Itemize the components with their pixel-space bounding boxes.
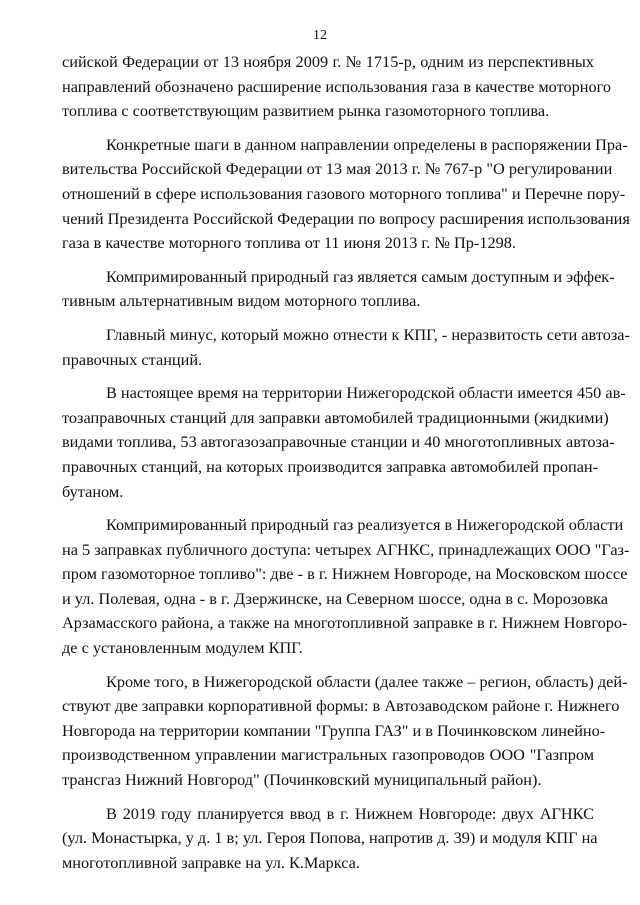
paragraph — [62, 670, 628, 793]
text-line: Главный минус, который можно отнести к КПГ, - неразвитость сети автоза- — [106, 324, 630, 344]
text-line: видами топлива, 53 автогазозаправочные станции и 40 многотопливных автоза- — [62, 432, 615, 452]
text-line: тивным альтернативным видом моторного топлива. — [62, 291, 421, 311]
paragraph — [62, 323, 630, 372]
text-line: Компримированный природный газ реализуется в Нижегородской области — [106, 515, 624, 535]
text-line: ствуют две заправки корпоративной формы: в Автозаводском районе г. Нижнего — [62, 696, 620, 716]
text-line: правочных станций. — [62, 349, 203, 369]
document-body — [62, 50, 630, 884]
paragraph — [62, 381, 626, 504]
text-line: отношений в сфере использования газового моторного топлива" и Перечне пору- — [62, 183, 626, 203]
text-line: на 5 заправках публичного доступа: четырех АГНКС, принадлежащих ООО "Газ- — [62, 539, 630, 559]
text-line: направлений обозначено расширение использования газа в качестве моторного — [62, 76, 612, 96]
paragraph — [62, 802, 598, 876]
text-line: пром газомоторное топливо": две - в г. Нижнем Новгороде, на Московском шоссе — [62, 564, 628, 584]
text-line: В настоящее время на территории Нижегородской области имеется 450 ав- — [106, 383, 626, 403]
text-line: Арзамасского района, а также на многотопливной заправке в г. Нижнем Новгоро- — [62, 613, 628, 633]
text-line: Новгорода на территории компании "Группа ГАЗ" и в Починковском линейно- — [62, 720, 606, 740]
text-line: чений Президента Российской Федерации по вопросу расширения использования — [62, 208, 630, 228]
text-line: Кроме того, в Нижегородской области (далее также – регион, область) дей- — [106, 671, 628, 691]
paragraph — [62, 265, 615, 314]
text-line: тозаправочных станций для заправки автомобилей традиционными (жидкими) — [62, 407, 609, 427]
text-line: газа в качестве моторного топлива от 11 июня 2013 г. № Пр-1298. — [62, 233, 516, 253]
text-line: сийской Федерации от 13 ноября 2009 г. № 1715-р, одним из перспективных — [62, 52, 594, 71]
paragraph — [62, 50, 612, 124]
text-line: вительства Российской Федерации от 13 мая 2013 г. № 767-р "О регулировании — [62, 159, 613, 179]
text-line: Компримированный природный газ является самым доступным и эффек- — [106, 266, 615, 286]
text-line: бутаном. — [62, 481, 124, 501]
paragraph — [62, 513, 630, 661]
text-line: трансгаз Нижний Новгород" (Починковский муниципальный район). — [62, 770, 542, 790]
text-line: правочных станций, на которых производится заправка автомобилей пропан- — [62, 456, 599, 476]
text-line: и ул. Полевая, одна - в г. Дзержинске, на Северном шоссе, одна в с. Морозовка — [62, 588, 609, 608]
text-line: Конкретные шаги в данном направлении определены в распоряжении Пра- — [106, 134, 628, 154]
text-line: де с установленным модулем КПГ. — [62, 638, 303, 658]
text-line: производственном управлении магистральных газопроводов ООО "Газпром — [62, 745, 594, 765]
page-number: 12 — [313, 28, 327, 43]
paragraph — [62, 133, 630, 256]
text-line: (ул. Монастырка, у д. 1 в; ул. Героя Попова, напротив д. 39) и модуля КПГ на — [62, 828, 598, 848]
text-line: многотопливной заправке на ул. К.Маркса. — [62, 852, 360, 872]
text-line: топлива с соответствующим развитием рынка газомоторного топлива. — [62, 101, 550, 121]
text-line: В 2019 году планируется ввод в г. Нижнем Новгороде: двух АГНКС — [106, 803, 594, 823]
